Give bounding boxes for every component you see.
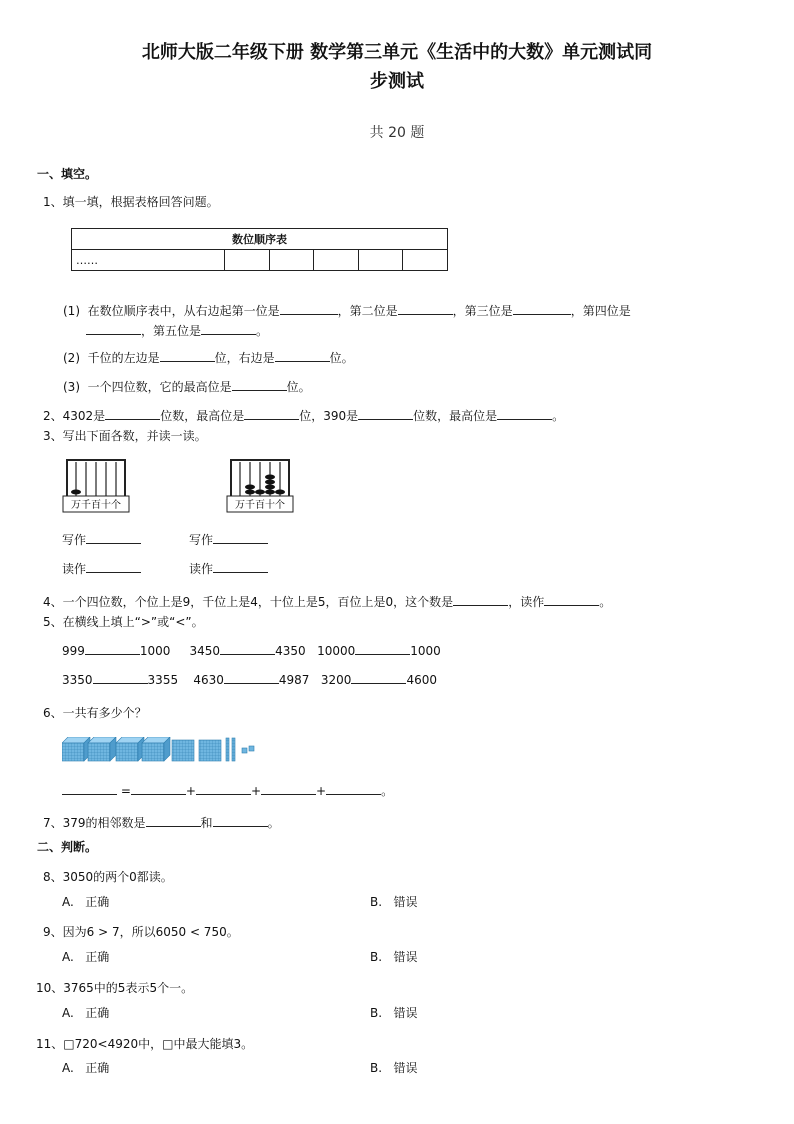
answer-blank[interactable] [398,302,453,315]
table-cell [314,250,359,271]
option-b[interactable]: B. 错误 [370,1006,418,1020]
q6-equation: = + + + 。 [62,782,393,799]
abacus-label: 万千百十个 [235,500,285,511]
answer-blank[interactable] [497,407,552,420]
q3-write-1: 写作 [62,531,141,548]
q1-sub3: (3) 一个四位数，它的最高位是 位。 [63,380,311,394]
table-cell: …… [72,250,225,271]
abacus-1 [62,456,130,514]
thousand-cube [116,737,144,761]
answer-blank[interactable] [160,349,215,362]
title-line-2: 步测试 [370,71,424,92]
answer-blank[interactable] [201,322,256,335]
q3-read-1: 读作 [62,560,141,577]
answer-blank[interactable] [244,407,299,420]
q5-stem: 5、在横线上填上“>”或“<”。 [43,615,204,629]
answer-blank[interactable] [196,782,251,795]
ten-rod [226,738,229,761]
answer-blank[interactable] [93,671,148,684]
answer-blank[interactable] [131,782,186,795]
q1-sub2: (2) 千位的左边是 位，右边是 位。 [63,351,354,365]
option-a[interactable]: A. 正确 [62,1061,110,1075]
q2: 2、4302是 位数，最高位是 位，390是 位数，最高位是 。 [43,409,565,423]
thousand-cube [88,737,116,761]
answer-blank[interactable] [86,322,141,335]
q4: 4、一个四位数，个位上是9，千位上是4，十位上是5，百位上是0，这个数是 ，读作 。 [43,595,612,609]
table-cell [358,250,403,271]
answer-blank[interactable] [224,671,279,684]
question-count: 共 20 题 [369,125,425,141]
option-b[interactable]: B. 错误 [370,895,418,909]
answer-blank[interactable] [351,671,406,684]
q5-row-1: 999 1000 3450 4350 10000 1000 [62,644,441,658]
table-cell [269,250,314,271]
section-judge-title: 二、判断。 [37,840,98,854]
table-title: 数位顺序表 [72,229,448,250]
q1-stem: 1、填一填，根据表格回答问题。 [43,195,219,209]
q3-write-2: 写作 [189,531,268,548]
place-value-table [71,228,448,271]
answer-blank[interactable] [326,782,381,795]
document-title [0,38,794,96]
answer-blank[interactable] [513,302,571,315]
answer-blank[interactable] [105,407,160,420]
q9-stem: 9、因为6 > 7，所以6050 < 750。 [43,925,239,939]
answer-blank[interactable] [544,593,599,606]
option-b[interactable]: B. 错误 [370,1061,418,1075]
q1-sub1-cont: ，第五位是 。 [86,322,268,339]
answer-blank[interactable] [85,642,140,655]
unit-cube [249,746,254,751]
ten-rod [232,738,235,761]
hundred-flat [172,740,194,761]
abacus-2 [226,456,294,514]
answer-blank[interactable] [86,531,141,544]
answer-blank[interactable] [220,642,275,655]
answer-blank[interactable] [232,378,287,391]
answer-blank[interactable] [213,814,268,827]
answer-blank[interactable] [146,814,201,827]
unit-cube [242,748,247,753]
abacus-label: 万千百十个 [71,500,121,511]
table-cell [225,250,270,271]
answer-blank[interactable] [213,560,268,573]
q7: 7、379的相邻数是 和 。 [43,816,280,830]
thousand-cube [62,737,90,761]
answer-blank[interactable] [453,593,508,606]
q6-stem: 6、一共有多少个？ [43,706,147,720]
option-b[interactable]: B. 错误 [370,950,418,964]
q11-stem: 11、□720<4920中，□中最大能填3。 [36,1037,254,1051]
q3-stem: 3、写出下面各数，并读一读。 [43,429,207,443]
thousand-cube [142,737,170,761]
option-a[interactable]: A. 正确 [62,950,110,964]
answer-blank[interactable] [358,407,413,420]
title-line-1: 北师大版二年级下册 数学第三单元《生活中的大数》单元测试同 [141,42,653,63]
option-a[interactable]: A. 正确 [62,1006,110,1020]
answer-blank[interactable] [261,782,316,795]
q5-row-2: 3350 3355 4630 4987 3200 4600 [62,673,437,687]
hundred-flat [199,740,221,761]
q10-stem: 10、3765中的5表示5个一。 [36,981,194,995]
section-fill-title: 一、填空。 [37,167,98,181]
answer-blank[interactable] [275,349,330,362]
base-ten-blocks [62,737,272,763]
q1-sub1: (1) 在数位顺序表中，从右边起第一位是 ，第二位是 ，第三位是 ，第四位是 [63,304,631,318]
option-a[interactable]: A. 正确 [62,895,110,909]
q3-read-2: 读作 [189,560,268,577]
table-cell [403,250,448,271]
q8-stem: 8、3050的两个0都读。 [43,870,173,884]
answer-blank[interactable] [62,782,117,795]
answer-blank[interactable] [280,302,338,315]
answer-blank[interactable] [213,531,268,544]
answer-blank[interactable] [355,642,410,655]
answer-blank[interactable] [86,560,141,573]
